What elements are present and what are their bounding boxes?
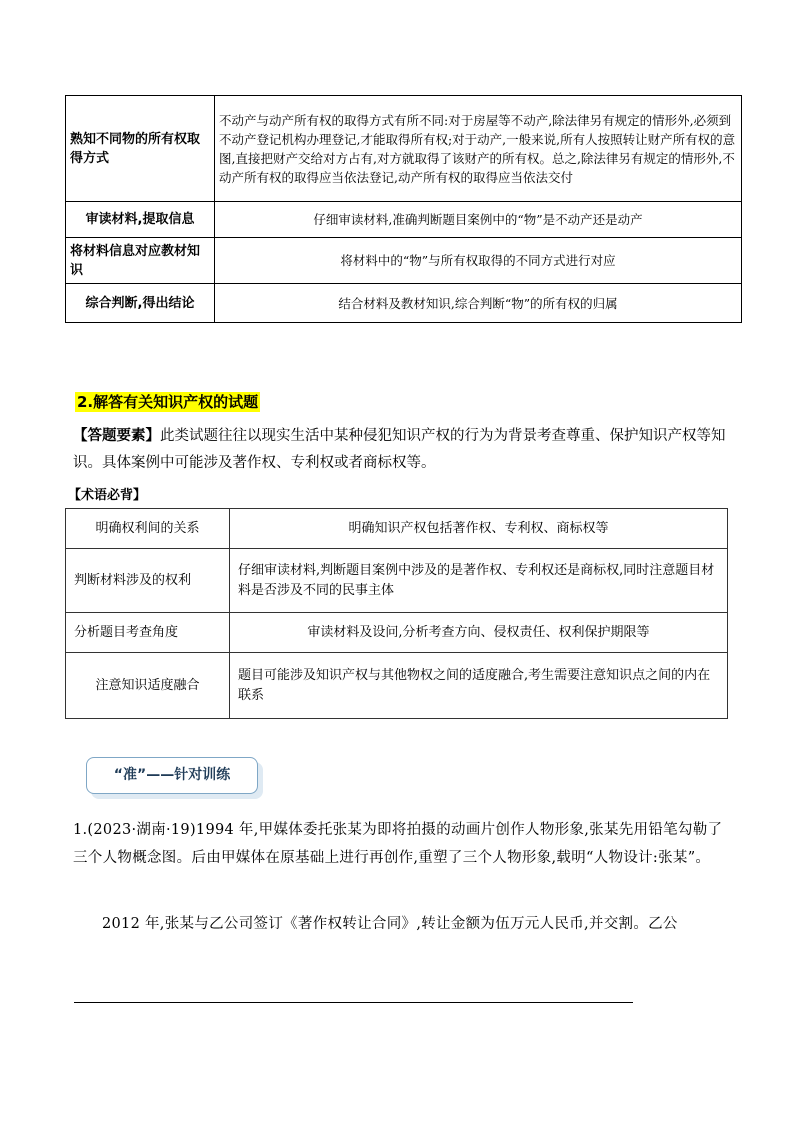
practice-banner-text: “准”——针对训练 [113, 767, 231, 783]
table-key-cell: 将材料信息对应教材知识 [66, 238, 215, 284]
table-row [66, 509, 728, 549]
section-title: 2.解答有关知识产权的试题 [77, 393, 259, 411]
table-value-cell: 明确知识产权包括著作权、专利权、商标权等 [230, 509, 728, 549]
table-value-cell: 题目可能涉及知识产权与其他物权之间的适度融合,考生需要注意知识点之间的内在联系 [230, 653, 728, 719]
ip-table [65, 508, 728, 719]
table-key-cell: 判断材料涉及的权利 [66, 549, 230, 613]
requirements-text: 此类试题往往以现实生活中某种侵犯知识产权的行为为背景考查尊重、保护知识产权等知识。具体案例中可能涉及著作权、专利权或者商标权等。 [73, 428, 726, 471]
answer-requirements [73, 422, 733, 477]
ownership-table [65, 95, 742, 323]
table-value-cell: 审读材料及设问,分析考查方向、侵权责任、权利保护期限等 [230, 613, 728, 653]
table-row [66, 284, 742, 323]
question-paragraph-2: 2012 年,张某与乙公司签订《著作权转让合同》,转让金额为伍万元人民币,并交割。乙公 [102, 916, 678, 932]
table-row [66, 653, 728, 719]
requirements-label: 【答题要素】 [73, 427, 160, 444]
table-key-cell: 注意知识适度融合 [66, 653, 230, 719]
table-row [66, 613, 728, 653]
table-value-cell: 仔细审读材料,准确判断题目案例中的“物”是不动产还是动产 [215, 202, 742, 238]
question-paragraph-1: 1.(2023·湖南·19)1994 年,甲媒体委托张某为即将拍摄的动画片创作人物形象,张某先用铅笔勾勒了三个人物概念图。后由甲媒体在原基础上进行再创作,重塑了三个人物形象,载明“人物设计:张某”。 [73, 822, 723, 866]
table-key-cell: 审读材料,提取信息 [66, 202, 215, 238]
table-row [66, 202, 742, 238]
table-value-cell: 不动产与动产所有权的取得方式有所不同:对于房屋等不动产,除法律另有规定的情形外,必须到不动产登记机构办理登记,才能取得所有权;对于动产,一般来说,所有人按照转让财产所有权的意图,直接把财产交给对方占有,对方就取得了该财产的所有权。总之,除法律另有规定的情形外,不动产所有权的取得应当依法登记,动产所有权的取得应当依法交付 [215, 96, 742, 202]
table-key-cell: 分析题目考查角度 [66, 613, 230, 653]
table-value-cell: 仔细审读材料,判断题目案例中涉及的是著作权、专利权还是商标权,同时注意题目材料是否涉及不同的民事主体 [230, 549, 728, 613]
table-value-cell: 将材料中的“物”与所有权取得的不同方式进行对应 [215, 238, 742, 284]
table-key-cell: 熟知不同物的所有权取得方式 [66, 96, 215, 202]
table-value-cell: 结合材料及教材知识,综合判断“物”的所有权的归属 [215, 284, 742, 323]
table-key-cell: 综合判断,得出结论 [66, 284, 215, 323]
table-row [66, 96, 742, 202]
terms-label: 【术语必背】 [68, 488, 147, 503]
table-row [66, 238, 742, 284]
table-key-cell: 明确权利间的关系 [66, 509, 230, 549]
footer-divider [74, 1002, 633, 1003]
table-row [66, 549, 728, 613]
